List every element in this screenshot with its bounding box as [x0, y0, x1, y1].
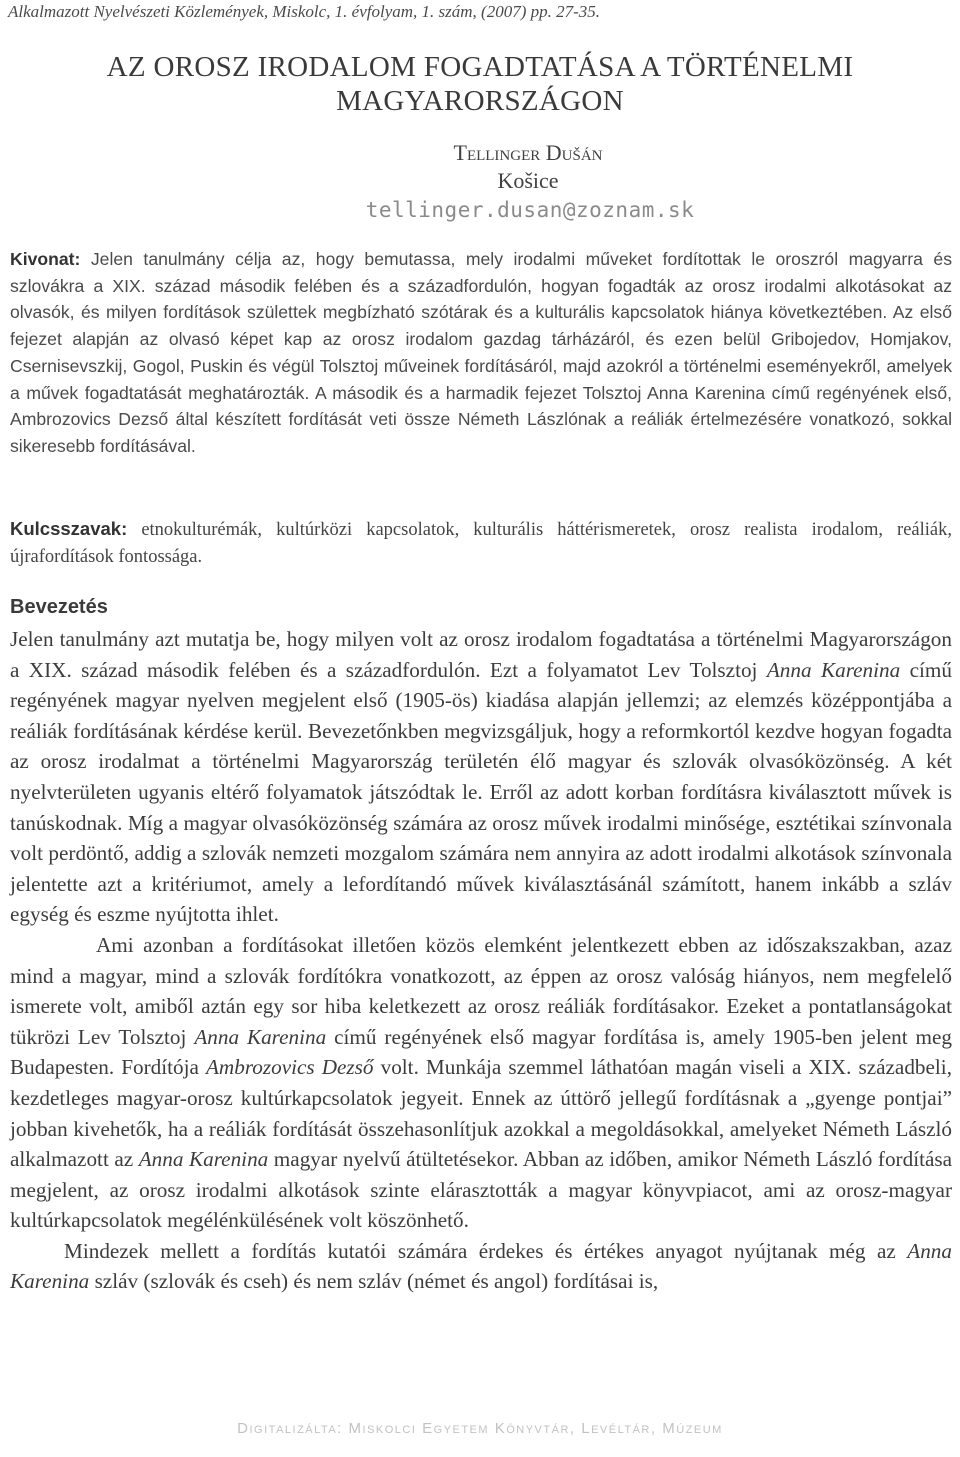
- author-city: Košice: [497, 168, 559, 193]
- paragraph-2-text-a: Ami azonban a fordításokat illetően közös elemként jelentkezett ebben az időszakszakban, azaz mind a magyar, mind a szlovák fordítókra vonatkozott, az éppen az orosz valóság hiányos, nem megfelelő ismerete volt, amiből aztán egy sor hiba keletkezett az orosz reáliák fordításakor. Ezeket a pontatlanságokat tükrözi Lev Tolsztoj: [10, 932, 952, 1049]
- abstract-label: Kivonat:: [10, 249, 81, 269]
- author-email: tellinger.dusan@zoznam.sk: [365, 198, 695, 222]
- paragraph-1-text-a: Jelen tanulmány azt mutatja be, hogy milyen volt az orosz irodalom fogadtatása a történelmi Magyarországon a XIX. század második felében és a századfordulón. Ezt a folyamatot Lev Tolsztoj: [10, 627, 952, 682]
- section-title: Bevezetés: [10, 596, 108, 618]
- paragraph-3-text-c: szláv (szlovák és cseh) és nem szláv (német és angol) fordításai is,: [89, 1269, 659, 1294]
- article-title-line-1: AZ OROSZ IRODALOM FOGADTATÁSA A TÖRTÉNELMI: [106, 51, 854, 83]
- paragraph-2-book-title: Anna Karenina: [194, 1024, 327, 1049]
- abstract-text: Jelen tanulmány célja az, hogy bemutassa, mely irodalmi műveket fordítottak le oroszról magyarra és szlovákra a XIX. század második felében és a századfordulón, hogyan fogadták az orosz irodalmi alkotásokat az olvasók, és milyen fordítások születtek megbízható szótárak és a kulturális kapcsolatok hiánya következtében. Az első fejezet alapján az olvasó képet kap az orosz irodalom gazdag tárházáról, és ezen belül Gribojedov, Homjakov, Csernisevszkij, Gogol, Puskin és végül Tolsztoj műveinek fordításáról, majd azokról a történelmi eseményekről, amelyek a művek fogadtatását meghatározták. A második és a harmadik fejezet Tolsztoj Anna Karenina című regényének első, Ambrozovics Dezső által készített fordítását veti össze Németh Lászlónak a reáliák értelmezésére vonatkozó, sokkal sikeresebb fordításával.: [10, 249, 952, 456]
- paragraph-1-book-title: Anna Karenina: [766, 657, 901, 682]
- paragraph-3-book-title: Anna Karenina: [10, 1238, 952, 1294]
- section-body: [10, 624, 952, 1297]
- paragraph-2-text-e: volt. Munkája szemmel láthatóan magán viseli a XIX. századbeli, kezdetleges magyar-orosz kultúrkapcsolatok jegyeit. Ennek az úttörő jellegű fordításnak a „gyenge pontjai” jobban kivehetők, ha a reáliák fordítását összehasonlítjuk azokkal a megoldásokkal, amelyeket Németh László alkalmazott az: [10, 1055, 952, 1172]
- keywords-label: Kulcsszavak:: [10, 518, 128, 539]
- paragraph-1: [10, 624, 952, 930]
- article-title-line-2: MAGYARORSZÁGON: [336, 85, 624, 117]
- abstract: [10, 246, 952, 460]
- paragraph-2-text-c: című regényének első magyar fordítása is, amely 1905-ben jelent meg Budapesten. Fordítója: [10, 1024, 952, 1080]
- paragraph-1-text-c: című regényének magyar nyelven megjelent első (1905-ös) kiadása alapján jellemzi; az elemzés középpontjába a reáliák fordításának kérdése kerül. Bevezetőnkben megvizsgáljuk, hogy a reformkortól kezdve hogyan fogadta az orosz irodalmat a történelmi Magyarország területén élő magyar és szlovák olvasóközönség. A két nyelvterületen ugyanis eltérő folyamatok játszódtak le. Erről az adott korban fordításra kiválasztott művek is tanúskodnak. Míg a magyar olvasóközönség számára az orosz művek irodalmi minősége, esztétikai színvonala volt perdöntő, addig a szlovák nemzeti mozgalom számára nem annyira az adott irodalmi alkotások színvonala jelentette azt a kritériumot, amely a lefordítandó művek kiválasztásánál számított, hanem inkább a szláv egység és eszme nyújtotta ihlet.: [10, 657, 952, 927]
- paragraph-3: [10, 1236, 952, 1297]
- paragraph-2-translator: Ambrozovics Dezső: [205, 1055, 374, 1080]
- paragraph-2-text-g: magyar nyelvű átültetésekor. Abban az időben, amikor Németh László fordítása megjelent, az orosz irodalmi alkotások szinte elárasztották a magyar könyvpiacot, ami az orosz-magyar kultúrkapcsolatok megélénkülésének volt köszönhető.: [10, 1147, 953, 1233]
- paragraph-2-book-title-2: Anna Karenina: [138, 1147, 269, 1172]
- paragraph-2: [10, 930, 952, 1236]
- article-title: [0, 50, 960, 118]
- author-name: Tellinger Dušán: [453, 140, 603, 165]
- journal-header: Alkalmazott Nyelvészeti Közlemények, Miskolc, 1. évfolyam, 1. szám, (2007) pp. 27-35.: [8, 2, 601, 21]
- paragraph-3-text-a: Mindezek mellett a fordítás kutatói számára érdekes és értékes anyagot nyújtanak még az: [64, 1238, 908, 1263]
- digitization-footer: Digitalizálta: Miskolci Egyetem Könyvtár, Levéltár, Múzeum: [237, 1420, 723, 1437]
- keywords: [10, 515, 952, 571]
- keywords-text: etnokulturémák, kultúrközi kapcsolatok, kulturális háttérismeretek, orosz realista irodalom, reáliák, újrafordítások fontossága.: [10, 520, 953, 567]
